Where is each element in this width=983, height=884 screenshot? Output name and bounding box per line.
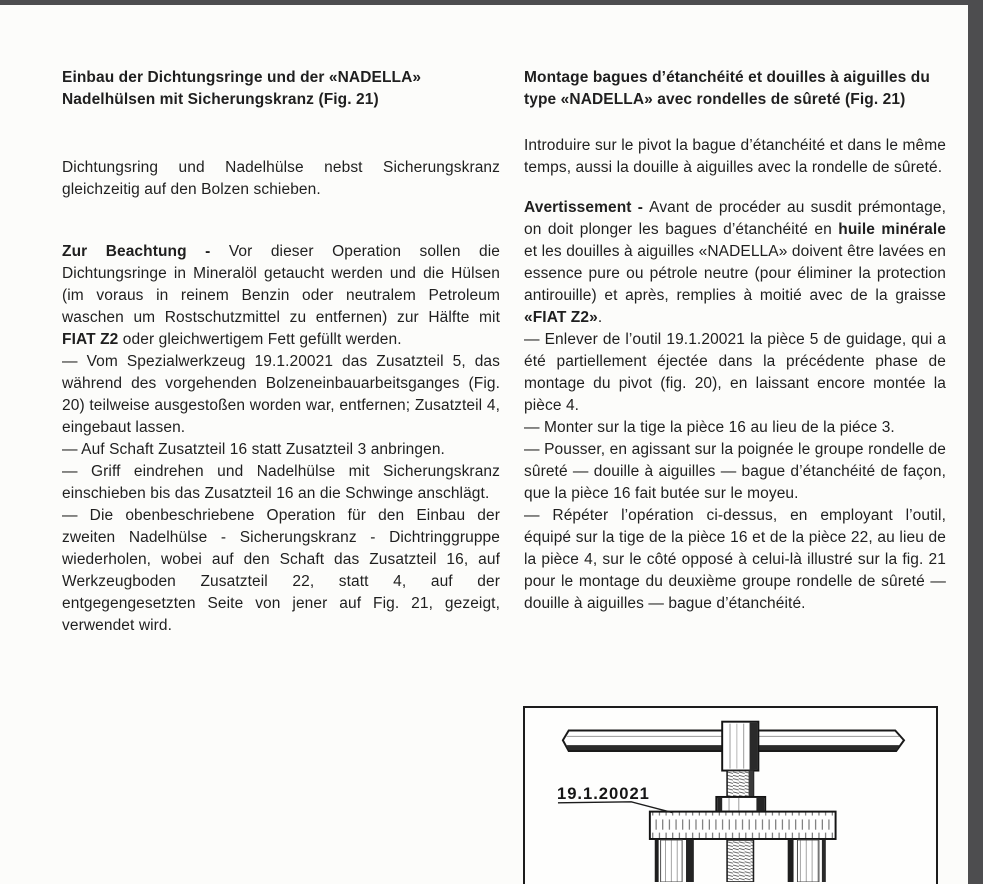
german-list-item: — Auf Schaft Zusatzteil 16 statt Zusatzteil 3 anbringen. [62, 441, 445, 458]
tool-hub [722, 722, 758, 771]
french-list-item: — Monter sur la tige la pièce 16 au lieu de la piéce 3. [524, 419, 895, 436]
tool-threaded-spindle-upper [727, 771, 753, 797]
figure-21-box [523, 706, 938, 884]
german-list-item: — Vom Spezialwerkzeug 19.1.20021 das Zusatzteil 5, das während des vorgehenden Bolzeneinbauarbeitsganges (Fig. 20) teilweise ausgestoßen worden war, entfernen; Zusatzteil 4, eingebaut lassen. [62, 353, 500, 436]
tool-collar [716, 797, 765, 812]
french-list-item: — Pousser, en agissant sur la poignée le groupe rondelle de sûreté — douille à aiguilles — bague d’étanchéité de façon, que la pièce 16 fait butée sur le moyeu. [524, 441, 946, 502]
french-list-item: — Répéter l’opération ci-dessus, en employant l’outil, équipé sur la tige de la pièce 16 et de la pièce 22, au lieu de la pièce 4, sur le côté opposé à celui-là illustré sur la fig. 21 pour le montage du deuxième groupe rondelle de sûreté — douille à aiguilles — bague d’étanchéité. [524, 507, 946, 612]
figure-part-number-label: 19.1.20021 [556, 783, 650, 803]
french-heading: Montage bagues d’étanchéité et douilles à aiguilles du type «NADELLA» avec rondelles de sûreté (Fig. 21) [524, 69, 930, 108]
tool-knurled-disc [650, 812, 836, 839]
german-note-paragraph: Zur Beachtung - Vor dieser Operation sollen die Dichtungsringe in Mineralöl getaucht werden und die Hülsen (im voraus in reinem Benzin oder neutralem Petroleum waschen um Rostschutzmittel zu entfernen) zur Hälfte mit FIAT Z2 oder gleichwertigem Fett gefüllt werden. [62, 243, 500, 348]
french-intro-paragraph: Introduire sur le pivot la bague d’étanchéité et dans le même temps, aussi la douille à aiguilles avec la rondelle de sûreté. [524, 137, 946, 176]
german-list-item: — Griff eindrehen und Nadelhülse mit Sicherungskranz einschieben bis das Zusatzteil 16 an die Schwinge anschlägt. [62, 463, 500, 502]
tool-legs [655, 840, 826, 882]
french-column [524, 67, 946, 615]
scan-edge-top [0, 0, 983, 5]
french-warning-paragraph: Avertissement - Avant de procéder au susdit prémontage, on doit plonger les bagues d’étanchéité en huile minérale et les douilles à aiguilles «NADELLA» doivent être lavées en essence pure ou pétrole neutre (pour éliminer la protection antirouille) et après, remplies à moitié avec de la graisse «FIAT Z2». [524, 199, 946, 326]
french-list-item: — Enlever de l’outil 19.1.20021 la pièce 5 de guidage, qui a été partiellement éjectée dans la précédente phase de montage du pivot (fig. 20), en laissant encore montée la pièce 4. [524, 331, 946, 414]
german-heading: Einbau der Dichtungsringe und der «NADELLA» Nadelhülsen mit Sicherungskranz (Fig. 21) [62, 69, 422, 108]
german-list-item: — Die obenbeschriebene Operation für den Einbau der zweiten Nadelhülse - Sicherungskranz - Dichtringgruppe wiederholen, wobei auf den Schaft das Zusatzteil 16, auf Werkzeugboden Zusatzteil 22, statt 4, auf der entgegengesetzten Seite von jener auf Fig. 21, gezeigt, verwendet wird. [62, 507, 500, 634]
german-intro-paragraph: Dichtungsring und Nadelhülse nebst Sicherungskranz gleichzeitig auf den Bolzen schieben. [62, 159, 500, 198]
german-column [62, 67, 500, 637]
figure-label-group [557, 784, 672, 813]
press-tool-drawing [525, 708, 936, 882]
scan-edge-right [968, 0, 983, 884]
